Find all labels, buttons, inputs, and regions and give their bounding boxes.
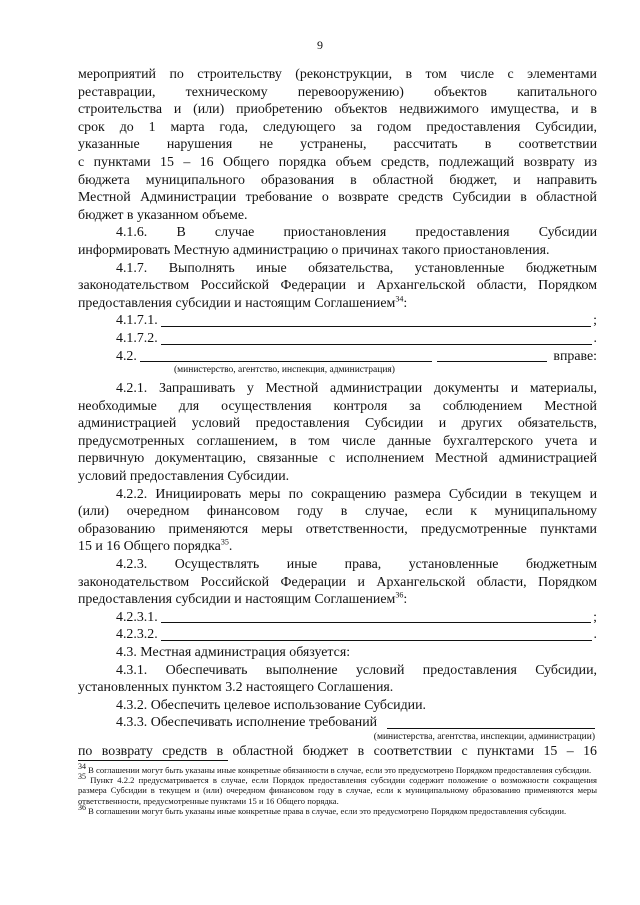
text-line: администрацией условий предоставления Субсидии и других обязательств, [78,416,597,432]
footnote-number: 35 [78,772,86,782]
blank-line-4-1-7-2 [78,330,597,348]
footnote-34 [78,762,597,775]
text-line: 4.1.7. Выполнять иные обязательства, установленные бюджетным [116,260,597,276]
text-line: установленных пунктом 3.2 настоящего Соглашения. [78,680,394,696]
footnote-35 [78,772,597,806]
text-line: мероприятий по строительству (реконструкции, в том числе с элементами [78,67,597,82]
footnote-ref-35: 35 [220,537,229,547]
paragraph-4-3-2: 4.3.2. Обеспечить целевое использование Субсидии. [116,697,426,713]
line-end: . [593,330,597,346]
text-line: бюджета муниципального образования в областной бюджет, и направить [78,172,597,188]
blank-field [437,348,547,362]
paragraph-4-1-6 [78,224,597,259]
blank-field [387,715,595,729]
paragraph-4-2-3 [78,556,597,609]
paragraph-4-3-1 [78,662,597,697]
item-number: 4.2.3.2. [116,627,158,643]
text-line: законодательством Российской Федерации и Архангельской области, Порядком [78,278,597,294]
blank-line-4-2-3-2 [78,626,597,644]
text-line: 4.3.1. Обеспечивать выполнение условий предоставления Субсидии, [116,662,597,678]
text-line: 4.1.6. В случае приостановления предоставления Субсидии [116,225,597,241]
blank-line-4-1-7-1 [78,312,597,330]
text-fragment: 4.3.3. Обеспечивать исполнение требований [116,715,378,731]
blank-field [140,348,433,362]
text-line: 15 и 16 Общего порядка$^{35}$. [78,537,233,555]
page-number: 9 [317,38,323,52]
footnote-ref-36: 36 [395,590,404,600]
text-line: 4.2.2. Инициировать меры по сокращению размера Субсидии в текущем и [116,486,597,502]
text-line: строительства и (или) приобретению объектов недвижимого имущества, и в [78,102,597,118]
field-hint: (министерства, агентства, инспекции, администрации) [373,731,595,742]
line-end: ; [593,609,597,625]
text-line: Местной Администрации требование о возврате средств Субсидии в областной [78,190,597,206]
text-line: с пунктами 15 – 16 Общего порядка объем средств, подлежащий возврату из [78,154,597,170]
text-line: (или) очередном финансовом году в случае, если к муниципальному [78,504,597,520]
text-line: бюджет в указанном объеме. [78,207,248,223]
blank-line-4-2-3-1 [78,609,597,627]
paragraph-4-1-7 [78,260,597,313]
paragraph-4-2-2 [78,486,597,556]
text-line: реставрации, техническому перевооружению) объектов капитального [78,84,597,100]
item-number: 4.1.7.1. [116,313,158,329]
footnote-ref-34: 34 [395,294,404,304]
item-number: 4.1.7.2. [116,330,158,346]
text-line: предусмотренных соглашением, в том числе данные бухгалтерского учета и [78,433,597,449]
blank-line-4-2 [78,348,597,366]
text-line: первичную документацию, связанные с исполнением Местной администрацией [78,451,597,467]
line-end: ; [593,313,597,329]
item-number: 4.2.3.1. [116,609,158,625]
text-fragment: предоставления субсидии и настоящим Соглашением [78,295,396,311]
text-line: 4.2.3. Осуществлять иные права, установленные бюджетным [116,557,597,573]
text-line: информировать Местную администрацию о причинах такого приостановления. [78,242,550,258]
text-line: условий предоставления Субсидии. [78,469,290,485]
paragraph-4-1-5-continuation [78,66,597,224]
text-line: указанные нарушения не устранены, рассчитать в соответствии [78,137,597,153]
footnotes [78,762,597,816]
line-end: . [593,627,597,643]
text-line: предоставления субсидии и настоящим Соглашением$^{34}$: [78,294,408,311]
line-end: вправе: [553,348,597,364]
text-line: предоставления субсидии и настоящим Соглашением$^{36}$: [78,590,408,608]
item-number: 4.2. [116,348,137,364]
paragraph-4-3: 4.3. Местная администрация обязуется: [116,645,351,660]
footnote-number: 34 [78,762,86,772]
blank-field [161,627,592,641]
document-body [78,66,597,761]
blank-field [161,609,591,623]
text-line: по возврату средств в областной бюджет в соответствии с пунктами 15 – 16 [78,743,597,759]
text-line: 4.2.1. Запрашивать у Местной администрации документы и материалы, [116,381,597,397]
footnote-36 [78,802,597,816]
footnote-separator [78,760,228,761]
footnote-text: В соглашении могут быть указаны иные конкретные обязанности в случае, если это предусмотрено Порядком предоставления субсидии. [88,765,592,775]
text-fragment: предоставления субсидии и настоящим Соглашением [78,592,396,608]
paragraph-4-3-3 [78,714,597,732]
text-line: необходимые для осуществления контроля за соблюдением Местной [78,398,597,414]
text-fragment: 15 и 16 Общего порядка [78,539,221,555]
text-line: законодательством Российской Федерации и Архангельской области, Порядком [78,574,597,590]
blank-field [161,313,591,327]
paragraph-4-2-1 [78,380,597,486]
text-line: срок до 1 марта года, следующего за годом предоставления Субсидии, [78,119,597,135]
footnote-number: 36 [78,802,86,812]
footnote-text: В соглашении могут быть указаны иные конкретные права в случае, если это предусмотрено Порядком предоставления субсидии. [88,805,567,816]
text-line: образованию применяются меры ответственности, предусмотренные пунктами [78,521,597,537]
field-hint: (министерство, агентство, инспекция, администрация) [174,365,395,376]
footnote-text: Пункт 4.2.2 предусматривается в случае, если Порядок предоставления субсидии содержит положение о возможности сокращения размера Субсидии в текущем и (или) очередном финансовом году в случае, если к муниципальному образованию применяются меры ответственности, предусмотренные пунктами 15 и 16 Общего порядка. [78,775,597,806]
blank-field [161,331,592,345]
